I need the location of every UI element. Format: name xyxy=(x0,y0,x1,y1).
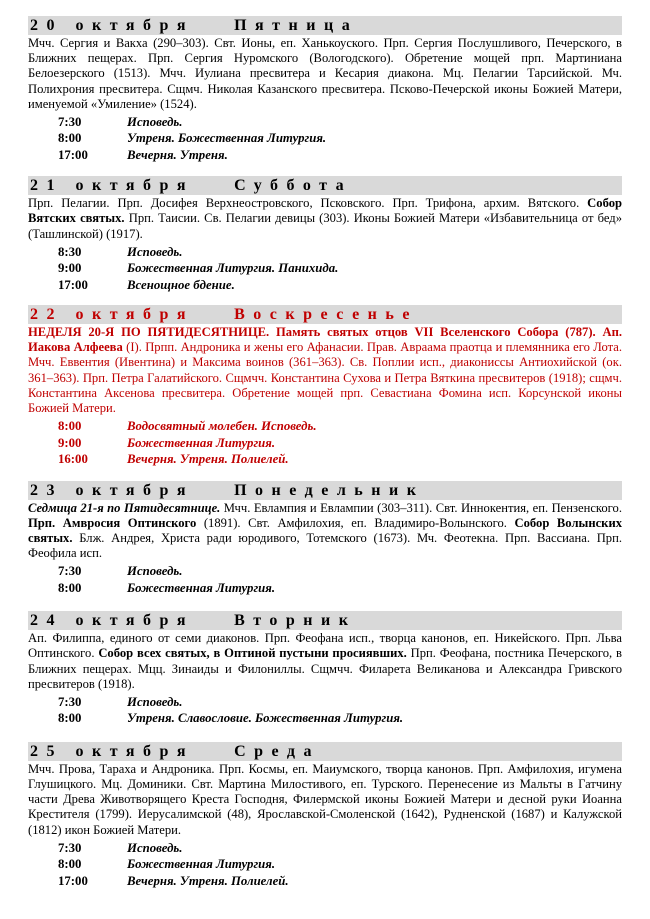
saints-segment-bold: Прп. Амвросия Оптинского xyxy=(28,515,197,530)
service-name: Исповедь. xyxy=(127,244,183,259)
saints-segment-bold: Собор всех святых, в Оптиной пустыни просиявших. xyxy=(98,646,407,661)
day-header xyxy=(28,742,622,761)
service-name: Водосвятный молебен. Исповедь. xyxy=(127,419,317,434)
day-weekday: Вторник xyxy=(234,612,357,630)
service-row xyxy=(28,873,622,889)
day-weekday: Воскресенье xyxy=(234,306,418,324)
service-name: Исповедь. xyxy=(127,564,183,579)
service-name: Исповедь. xyxy=(127,694,183,709)
service-row xyxy=(28,840,622,856)
services-list xyxy=(28,563,622,596)
saints-text xyxy=(28,325,622,416)
service-row xyxy=(28,277,622,293)
day-header xyxy=(28,481,622,500)
service-time: 17:00 xyxy=(58,277,88,292)
day-weekday: Среда xyxy=(234,742,321,760)
service-row xyxy=(28,435,622,451)
service-row xyxy=(28,244,622,260)
service-time: 7:30 xyxy=(58,840,82,855)
saints-segment-bold: НЕДЕЛЯ 20-Я ПО ПЯТИДЕСЯТНИЦЕ. Память святых отцов VII Вселенского Собора (787). Ап. Иакова Алфеева xyxy=(28,325,622,355)
day-block-sunday xyxy=(28,305,622,467)
saints-segment: (1891). Свт. Амфилохия, еп. Владимиро-Волынского. xyxy=(196,515,515,530)
service-name: Божественная Литургия. xyxy=(127,435,276,450)
saints-segment: Мчч. Евлампия и Евлампии (303–311). Свт. Иннокентия, еп. Пензенского. xyxy=(220,500,622,515)
service-name: Исповедь. xyxy=(127,115,183,130)
saints-segment-bold: Собор Волынских святых. xyxy=(28,515,622,545)
day-date: 23 октября xyxy=(30,481,195,499)
day-date: 24 октября xyxy=(30,612,195,630)
service-time: 8:30 xyxy=(58,244,82,259)
service-name: Исповедь. xyxy=(127,840,183,855)
day-date: 25 октября xyxy=(30,742,195,760)
day-weekday: Понедельник xyxy=(234,481,425,499)
service-row xyxy=(28,580,622,596)
service-row xyxy=(28,694,622,710)
service-time: 7:30 xyxy=(58,694,82,709)
service-row xyxy=(28,451,622,467)
services-list xyxy=(28,114,622,163)
day-header xyxy=(28,611,622,630)
service-row xyxy=(28,114,622,130)
service-time: 8:00 xyxy=(58,580,82,595)
day-weekday: Суббота xyxy=(234,177,353,195)
services-list xyxy=(28,244,622,293)
service-name: Вечерня. Утреня. Полиелей. xyxy=(127,452,289,467)
service-time: 8:00 xyxy=(58,419,82,434)
service-name: Божественная Литургия. Панихида. xyxy=(127,261,339,276)
day-header xyxy=(28,16,622,35)
saints-segment-bold-italic: Седмица 21-я по Пятидесятнице. xyxy=(28,500,221,515)
day-header xyxy=(28,176,622,195)
service-row xyxy=(28,130,622,146)
service-row xyxy=(28,147,622,163)
saints-text xyxy=(28,501,622,562)
saints-segment: Прп. Феофана, постника Печерского, в Ближних пещерах. Мцц. Зинаиды и Филониллы. Сщмчч. Филарета Великанова и Александра Гривского пресвитеров (1918). xyxy=(28,646,622,691)
saints-text xyxy=(28,196,622,242)
service-row xyxy=(28,856,622,872)
service-time: 7:30 xyxy=(58,115,82,130)
service-name: Всенощное бдение. xyxy=(127,277,235,292)
service-time: 16:00 xyxy=(58,452,88,467)
day-date: 20 октября xyxy=(30,17,195,34)
day-header xyxy=(28,305,622,324)
saints-text xyxy=(28,631,622,692)
day-block xyxy=(28,742,622,889)
service-time: 8:00 xyxy=(58,711,82,726)
service-row xyxy=(28,418,622,434)
service-time: 8:00 xyxy=(58,857,82,872)
service-time: 9:00 xyxy=(58,435,82,450)
saints-text xyxy=(28,36,622,112)
service-time: 7:30 xyxy=(58,564,82,579)
saints-segment: Ап. Филиппа, единого от семи диаконов. Прп. Феофана исп., творца канонов, еп. Никейского. Прп. Льва Оптинского. xyxy=(28,631,622,661)
service-time: 8:00 xyxy=(58,131,82,146)
services-list xyxy=(28,694,622,727)
service-row xyxy=(28,710,622,726)
service-name: Утреня. Славословие. Божественная Литургия. xyxy=(127,711,404,726)
saints-segment: Блж. Андрея, Христа ради юродивого, Тотемского (1673). Мч. Феотекна. Прп. Вассиана. Прп. Феофила исп. xyxy=(28,530,622,561)
service-row xyxy=(28,563,622,579)
saints-segment: Мчч. Прова, Тараха и Андроника. Прп. Космы, еп. Маиумского, творца канонов. Прп. Амфилохия, игумена Глушицкого. Мц. Доминики. Свт. Мартина Милостивого, еп. Турского. Перенесение из Мальты в Гатчину части Древа Животворящего Креста Господня, Филермской иконы Божией Матери и десной руки Иоанна Крестителя (1799). Иерусалимской (48), Ярославской-Смоленской (1642), Рудненской (1687) и Калужской (1812) икон Божией Матери. xyxy=(28,761,622,837)
service-time: 9:00 xyxy=(58,261,82,276)
day-block xyxy=(28,16,622,163)
service-time: 17:00 xyxy=(58,147,88,162)
day-weekday: Пятница xyxy=(234,17,359,34)
day-block xyxy=(28,611,622,727)
services-list xyxy=(28,840,622,889)
day-date: 21 октября xyxy=(30,177,195,195)
service-name: Вечерня. Утреня. xyxy=(127,147,228,162)
saints-text xyxy=(28,762,622,838)
service-name: Божественная Литургия. xyxy=(127,580,276,595)
services-list xyxy=(28,418,622,467)
saints-segment: (I). Прпп. Андроника и жены его Афанасии. Прав. Авраама праотца и племянника его Лота. Мчч. Еввентия (Ивентина) и Максима воинов (361–363). Св. Поплии исп., диакониссы Антиохийской (ок. 361–363). Прп. Петра Галатийского. Сщмчч. Константина Сухова и Петра Вяткина пресвитеров (1918); сщмч. Константина Аксенова пресвитера. Обретение мощей прп. Севастиана Фомина исп. Корсунской иконы Божией Матери. xyxy=(28,340,622,416)
day-block xyxy=(28,481,622,597)
saints-segment: Мчч. Сергия и Вакха (290–303). Свт. Ионы, еп. Ханькоуского. Прп. Сергия Послушливого, Печерского, в Ближних пещерах. Прп. Сергия Нуромского (Вологодского). Обретение мощей прп. Мартиниана Белоезерского (1513). Мчч. Иулиана пресвитера и Кесария диакона. Мц. Пелагии Тарсийской. Мч. Полихрония пресвитера. Сщмч. Николая Казанского пресвитера. Псково-Печерской иконы Божией Матери, именуемой «Умиление» (1524). xyxy=(28,36,622,111)
service-name: Вечерня. Утреня. Полиелей. xyxy=(127,873,289,888)
service-name: Утреня. Божественная Литургия. xyxy=(127,131,327,146)
saints-segment: Прп. Таисии. Св. Пелагии девицы (303). Иконы Божией Матери «Избавительница от бед» (Ташлинской) (1917). xyxy=(28,211,622,241)
day-date: 22 октября xyxy=(30,306,195,324)
service-time: 17:00 xyxy=(58,873,88,888)
saints-segment-bold: Собор Вятских святых. xyxy=(28,196,622,226)
service-row xyxy=(28,260,622,276)
day-block xyxy=(28,176,622,293)
service-name: Божественная Литургия. xyxy=(127,857,276,872)
saints-segment: Прп. Пелагии. Прп. Досифея Верхнеостровского, Псковского. Прп. Трифона, архим. Вятского. xyxy=(28,196,588,211)
